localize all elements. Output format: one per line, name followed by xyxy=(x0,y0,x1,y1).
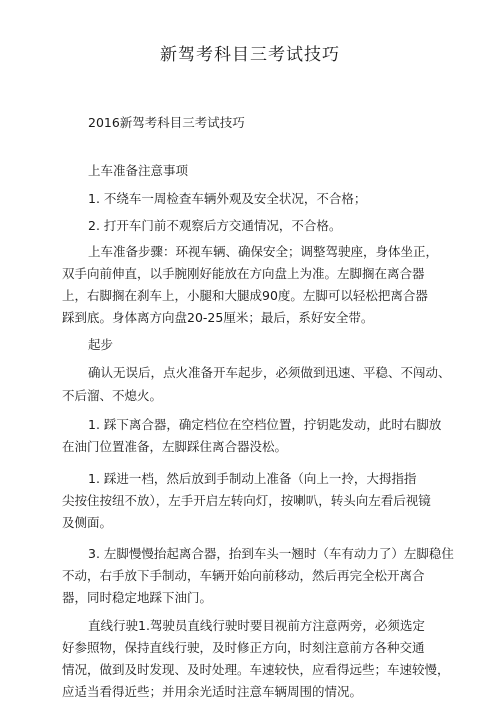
prep-item-2: 2. 打开车门前不观察后方交通情况，不合格。 xyxy=(88,218,342,233)
start-intro-line-1: 确认无误后，点火准备开车起步，必须做到迅速、平稳、不闯动、 xyxy=(88,365,451,380)
section-heading-start: 起步 xyxy=(88,337,114,352)
start-step3-line-2: 不动，右手放下手制动，车辆开始向前移动，然后再完全松开离合 xyxy=(62,568,425,583)
start-step2-line-1: 1. 踩进一档，然后放到手制动上准备（向上一拎，大拇指指 xyxy=(88,471,417,486)
straight-line-4: 应适当看得近些；并用余光适时注意车辆周围的情况。 xyxy=(62,684,363,699)
start-step2-line-2: 尖按住按纽不放），左手开启左转向灯，按喇叭，转头向左看后视镜 xyxy=(62,493,431,508)
prep-steps-line-4: 踩到底。身体离方向盘20-25厘米；最后，系好安全带。 xyxy=(62,310,374,325)
document-subtitle: 2016新驾考科目三考试技巧 xyxy=(88,115,245,130)
start-step1-line-2: 在油门位置准备，左脚踩住离合器没松。 xyxy=(62,439,288,454)
start-step3-line-3: 器，同时稳定地踩下油门。 xyxy=(62,590,213,605)
straight-line-1: 直线行驶1.驾驶员直线行驶时要目视前方注意两旁，必须选定 xyxy=(88,618,425,633)
start-intro-line-2: 不后溜、不熄火。 xyxy=(62,388,163,403)
start-step3-line-1: 3. 左脚慢慢抬起离合器，抬到车头一翘时（车有动力了）左脚稳住 xyxy=(88,546,454,561)
section-heading-prep: 上车准备注意事项 xyxy=(88,163,189,178)
document-title: 新驾考科目三考试技巧 xyxy=(160,45,340,65)
start-step2-line-3: 及侧面。 xyxy=(62,515,113,530)
prep-steps-line-1: 上车准备步骤：环视车辆、确保安全；调整驾驶座，身体坐正， xyxy=(88,244,439,259)
prep-steps-line-2: 双手向前伸直，以手腕刚好能放在方向盘上为准。左脚搁在离合器 xyxy=(62,266,425,281)
prep-item-1: 1. 不绕车一周检查车辆外观及安全状况，不合格； xyxy=(88,191,367,206)
straight-line-2: 好参照物，保持直线行驶，及时修正方向，时刻注意前方各种交通 xyxy=(62,640,425,655)
start-step1-line-1: 1. 踩下离合器，确定档位在空档位置，拧钥匙发动，此时右脚放 xyxy=(88,417,442,432)
straight-line-3: 情况，做到及时发现、及时处理。车速较快，应看得远些；车速较慢， xyxy=(62,662,450,677)
prep-steps-line-3: 上，右脚搁在刹车上，小腿和大腿成90度。左脚可以轻松把离合器 xyxy=(62,288,428,303)
